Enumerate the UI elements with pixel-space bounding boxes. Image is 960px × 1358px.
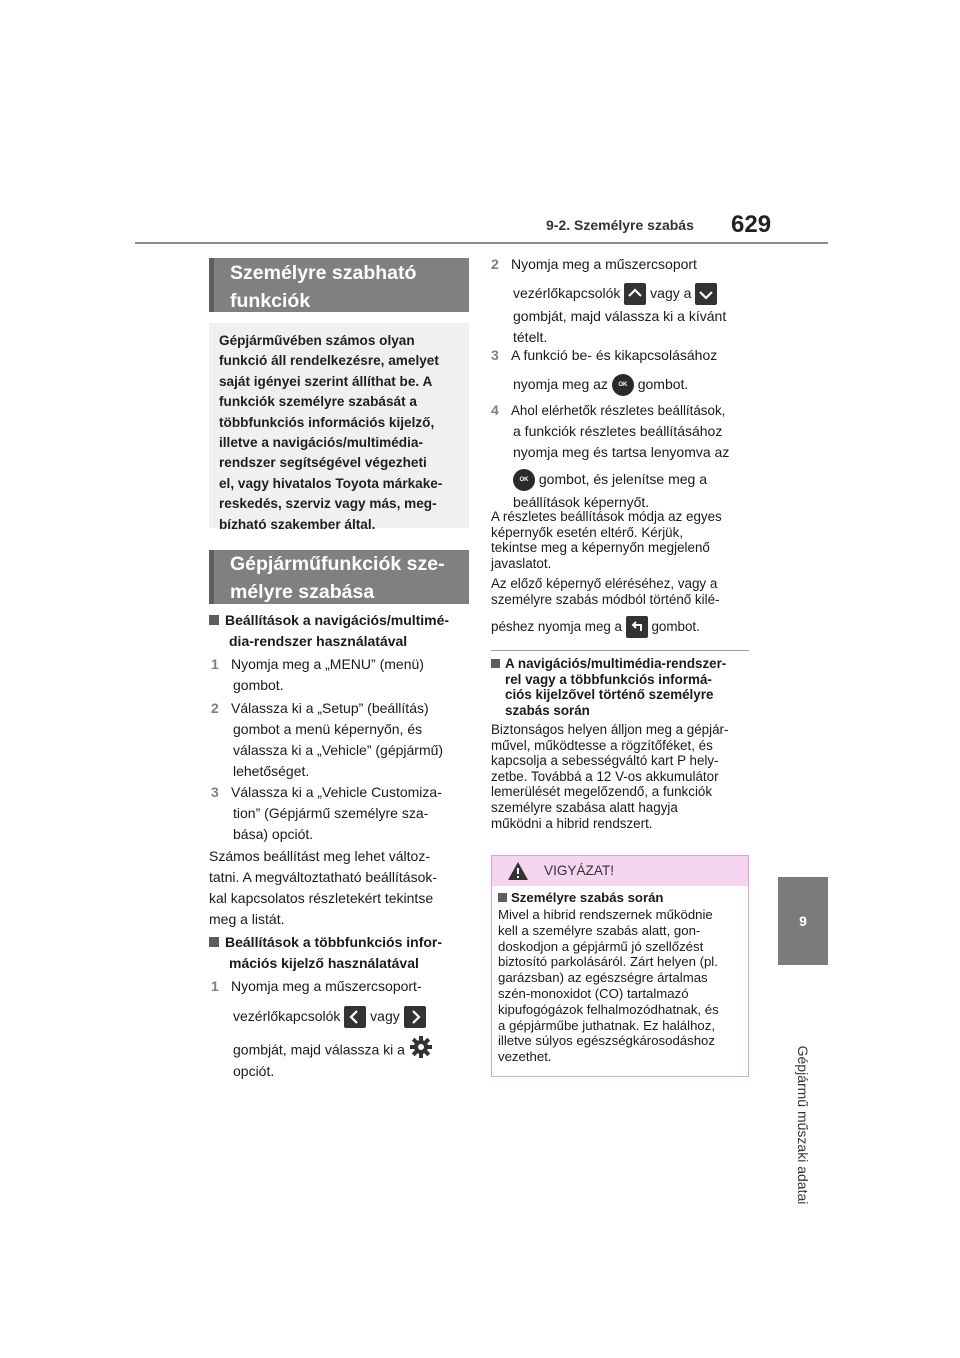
customization-heading: A navigációs/multimédia-rendszer- rel vagy a többfunkciós informá- ciós kijelzővel történő személyre szabás során	[491, 656, 753, 718]
safety-note: Biztonságos helyen álljon meg a gépjár- művel, működtesse a rögzítőféket, és kapcsolja a sebességváltó kart P hely- zetbe. Továbbá a 12 V-os akkumulátor lemerülését megelőzendő, a funkciók személyre szabása alatt hagyja működni a hibrid rendszert.	[491, 722, 729, 831]
nav-step-3: 3 Válassza ki a „Vehicle Customiza- tion” (Gépjármű személyre sza- bása) opciót.	[211, 784, 442, 842]
detail-note: A részletes beállítások módja az egyes képernyők esetén eltérő. Kérjük, tekintse meg a képernyőn megjelenő javaslatot.	[491, 509, 722, 571]
chapter-title: Gépjármű műszaki adatai	[795, 1045, 811, 1205]
back-note: Az előző képernyő eléréséhez, vagy a személyre szabás módból történő kilé- péshez nyomja meg a gombot.	[491, 576, 753, 640]
nav-settings-heading: Beállítások a navigációs/multimé- dia-rendszer használatával	[209, 610, 471, 652]
chapter-number: 9	[799, 913, 807, 929]
intro-line: rendszer segítségével végezheti	[219, 455, 427, 471]
intro-line: illetve a navigációs/multimédia-	[219, 435, 423, 451]
ok-button-icon: OK	[612, 374, 634, 396]
intro-line: bízható szakember által.	[219, 516, 376, 532]
mid-step-1: 1 Nyomja meg a műszercsoport- vezérlőkapcsolók vagy gombját, majd válassza ki a opciót.	[211, 976, 473, 1082]
section-title-customizable-functions: Személyre szabható funkciók	[209, 258, 469, 312]
ok-button-icon: OK	[513, 469, 535, 491]
mid-settings-heading: Beállítások a többfunkciós infor- mációs kijelző használatával	[209, 932, 471, 974]
intro-box	[209, 323, 469, 532]
warning-heading: Személyre szabás során	[511, 890, 664, 905]
intro-line: funkciók személyre szabását a	[219, 394, 417, 410]
chevron-down-icon	[695, 283, 717, 305]
chevron-up-icon	[624, 283, 646, 305]
warning-header	[492, 856, 748, 886]
mid-step-2: 2 Nyomja meg a műszercsoport vezérlőkapcsolók vagy a gombját, majd válassza ki a kívánt tételt.	[491, 256, 727, 345]
warning-box: VIGYÁZAT! Személyre szabás során Mivel a hibrid rendszernek működnie kell a személyre szabás alatt, gon- doskodjon a gépjármű jó szellőzést biztosító parkolásáról. Zárt helyen (pl. garázsban) az egészségre ártalmas szén-monoxidot (CO) tartalmazó kipufogógázok felhalmozódhatnak, és a gépjárműbe juthatnak. Ez halálhoz, illetve súlyos egészségkárosodáshoz vezethet.	[491, 855, 749, 1077]
nav-step-2: 2 Válassza ki a „Setup” (beállítás) gombot a menü képernyőn, és válassza ki a „Vehicle” (gépjármű) lehetőséget.	[211, 700, 444, 779]
intro-line: funkció áll rendelkezésre, amelyet	[219, 353, 439, 369]
nav-step-1: 1 Nyomja meg a „MENU” (menü) gombot.	[211, 656, 424, 693]
mid-step-3: 3 A funkció be- és kikapcsolásához nyomja meg az OK gombot.	[491, 345, 753, 397]
bullet-square-icon	[209, 615, 219, 625]
bullet-square-icon	[498, 893, 507, 902]
intro-line: saját igényei szerint állíthat be. A	[219, 373, 433, 389]
header-divider	[135, 242, 828, 244]
chevron-left-icon	[344, 1006, 366, 1028]
intro-line: reskedés, szerviz vagy más, meg-	[219, 496, 437, 512]
back-icon	[626, 616, 648, 638]
section-title-vehicle-customization: Gépjárműfunkciók sze- mélyre szabása	[209, 550, 469, 604]
page-number: 629	[731, 211, 772, 238]
intro-line: el, vagy hivatalos Toyota márkake-	[219, 475, 443, 491]
bullet-square-icon	[491, 659, 500, 668]
intro-line: Gépjárművében számos olyan	[219, 333, 415, 348]
bullet-square-icon	[209, 937, 219, 947]
chevron-right-icon	[404, 1006, 426, 1028]
chapter-tab	[778, 877, 828, 965]
mid-step-4: 4 Ahol elérhetők részletes beállítások, a funkciók részletes beállításához nyomja meg és tartsa lenyomva az OK gombot, és jelenítse meg a beállítások képernyőt.	[491, 402, 730, 510]
gear-icon	[409, 1035, 433, 1067]
intro-line: többfunkciós információs kijelző,	[219, 414, 435, 430]
warning-title: VIGYÁZAT!	[544, 863, 614, 878]
nav-note: Számos beállítást meg lehet változ- tatni. A megváltoztatható beállítások- kal kapcsolatos részletekért tekintse meg a listát.	[209, 848, 438, 927]
divider	[491, 650, 749, 651]
section-header: 9-2. Személyre szabás	[546, 217, 694, 233]
warning-triangle-icon	[507, 861, 529, 884]
